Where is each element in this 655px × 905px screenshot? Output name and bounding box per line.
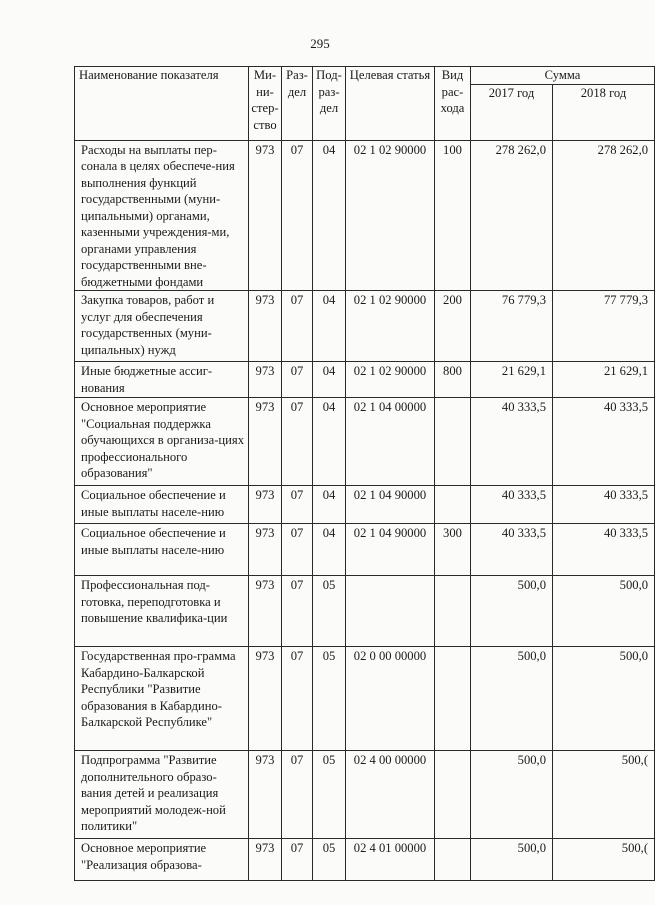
row-sum-2017: 40 333,5 xyxy=(471,486,553,524)
row-target: 02 0 00 00000 xyxy=(346,647,435,751)
row-name: Иные бюджетные ассиг-нования xyxy=(75,362,249,398)
row-name: Основное мероприятие "Реализация образова- xyxy=(75,839,249,881)
row-section: 07 xyxy=(282,291,313,362)
row-expense-type xyxy=(435,647,471,751)
row-name: Профессиональная под-готовка, переподготовка и повышение квалифика-ции xyxy=(75,576,249,647)
row-sum-2017: 21 629,1 xyxy=(471,362,553,398)
row-ministry: 973 xyxy=(249,576,282,647)
row-name: Основное мероприятие "Социальная поддержка обучающихся в организа-циях профессионального образования" xyxy=(75,398,249,486)
table-row xyxy=(75,576,655,647)
row-name: Закупка товаров, работ и услуг для обеспечения государственных (муни-ципальных) нужд xyxy=(75,291,249,362)
row-subsection: 05 xyxy=(313,576,346,647)
row-subsection: 04 xyxy=(313,362,346,398)
header-row-top xyxy=(75,67,655,85)
row-sum-2017: 500,0 xyxy=(471,751,553,839)
row-ministry: 973 xyxy=(249,140,282,291)
header-sum: Сумма xyxy=(471,67,655,85)
row-name: Социальное обеспечение и иные выплаты населе-нию xyxy=(75,524,249,576)
row-name: Социальное обеспечение и иные выплаты населе-нию xyxy=(75,486,249,524)
row-target: 02 1 04 00000 xyxy=(346,398,435,486)
row-section: 07 xyxy=(282,486,313,524)
row-ministry: 973 xyxy=(249,398,282,486)
row-target: 02 4 01 00000 xyxy=(346,839,435,881)
row-sum-2018: 40 333,5 xyxy=(553,398,655,486)
row-subsection: 04 xyxy=(313,140,346,291)
row-subsection: 04 xyxy=(313,486,346,524)
row-expense-type xyxy=(435,839,471,881)
row-sum-2018: 500,( xyxy=(553,839,655,881)
table-row xyxy=(75,751,655,839)
row-target: 02 1 02 90000 xyxy=(346,362,435,398)
header-year-2017: 2017 год xyxy=(471,84,553,140)
table-row xyxy=(75,362,655,398)
row-sum-2017: 278 262,0 xyxy=(471,140,553,291)
header-subsection: Под-раз-дел xyxy=(313,67,346,141)
row-subsection: 04 xyxy=(313,398,346,486)
row-ministry: 973 xyxy=(249,647,282,751)
row-section: 07 xyxy=(282,647,313,751)
row-ministry: 973 xyxy=(249,839,282,881)
row-sum-2018: 500,( xyxy=(553,751,655,839)
row-expense-type xyxy=(435,486,471,524)
row-sum-2018: 500,0 xyxy=(553,576,655,647)
row-expense-type: 800 xyxy=(435,362,471,398)
row-section: 07 xyxy=(282,751,313,839)
table-row xyxy=(75,398,655,486)
header-year-2018: 2018 год xyxy=(553,84,655,140)
table-row xyxy=(75,647,655,751)
row-name: Подпрограмма "Развитие дополнительного образо-вания детей и реализация мероприятий молодеж-ной политики" xyxy=(75,751,249,839)
row-name: Расходы на выплаты пер-сонала в целях обеспече-ния выполнения функций государственными (муни-ципальными) органами, казенными учреждения-ми, органами управления государственными вне-бюджетными фондами xyxy=(75,140,249,291)
row-ministry: 973 xyxy=(249,486,282,524)
row-expense-type: 100 xyxy=(435,140,471,291)
row-subsection: 04 xyxy=(313,291,346,362)
row-ministry: 973 xyxy=(249,524,282,576)
row-section: 07 xyxy=(282,524,313,576)
table-row xyxy=(75,486,655,524)
row-target: 02 4 00 00000 xyxy=(346,751,435,839)
row-target xyxy=(346,576,435,647)
row-ministry: 973 xyxy=(249,291,282,362)
row-sum-2018: 40 333,5 xyxy=(553,486,655,524)
row-section: 07 xyxy=(282,839,313,881)
row-section: 07 xyxy=(282,576,313,647)
row-target: 02 1 04 90000 xyxy=(346,524,435,576)
header-name: Наименование показателя xyxy=(75,67,249,141)
row-expense-type xyxy=(435,751,471,839)
table-row xyxy=(75,291,655,362)
row-subsection: 05 xyxy=(313,839,346,881)
row-section: 07 xyxy=(282,398,313,486)
row-target: 02 1 04 90000 xyxy=(346,486,435,524)
row-section: 07 xyxy=(282,140,313,291)
row-sum-2018: 40 333,5 xyxy=(553,524,655,576)
row-subsection: 04 xyxy=(313,524,346,576)
row-sum-2018: 278 262,0 xyxy=(553,140,655,291)
row-expense-type: 200 xyxy=(435,291,471,362)
row-expense-type: 300 xyxy=(435,524,471,576)
row-sum-2017: 40 333,5 xyxy=(471,398,553,486)
row-target: 02 1 02 90000 xyxy=(346,291,435,362)
row-ministry: 973 xyxy=(249,362,282,398)
row-target: 02 1 02 90000 xyxy=(346,140,435,291)
row-subsection: 05 xyxy=(313,647,346,751)
table-row xyxy=(75,524,655,576)
table-row xyxy=(75,839,655,881)
row-name: Государственная про-грамма Кабардино-Балкарской Республики "Развитие образования в Кабардино-Балкарской Республике" xyxy=(75,647,249,751)
row-sum-2017: 40 333,5 xyxy=(471,524,553,576)
header-expense-type: Вид рас-хода xyxy=(435,67,471,141)
row-ministry: 973 xyxy=(249,751,282,839)
row-section: 07 xyxy=(282,362,313,398)
budget-table xyxy=(74,66,655,881)
row-sum-2018: 77 779,3 xyxy=(553,291,655,362)
table-row xyxy=(75,140,655,291)
budget-sheet xyxy=(74,66,649,881)
row-sum-2017: 500,0 xyxy=(471,647,553,751)
row-expense-type xyxy=(435,576,471,647)
row-sum-2017: 500,0 xyxy=(471,576,553,647)
header-ministry: Ми-ни-стер-ство xyxy=(249,67,282,141)
row-sum-2018: 21 629,1 xyxy=(553,362,655,398)
page-number: 295 xyxy=(310,36,330,51)
row-expense-type xyxy=(435,398,471,486)
header-section: Раз-дел xyxy=(282,67,313,141)
row-sum-2017: 500,0 xyxy=(471,839,553,881)
row-subsection: 05 xyxy=(313,751,346,839)
row-sum-2018: 500,0 xyxy=(553,647,655,751)
row-sum-2017: 76 779,3 xyxy=(471,291,553,362)
header-target: Целевая статья xyxy=(346,67,435,141)
